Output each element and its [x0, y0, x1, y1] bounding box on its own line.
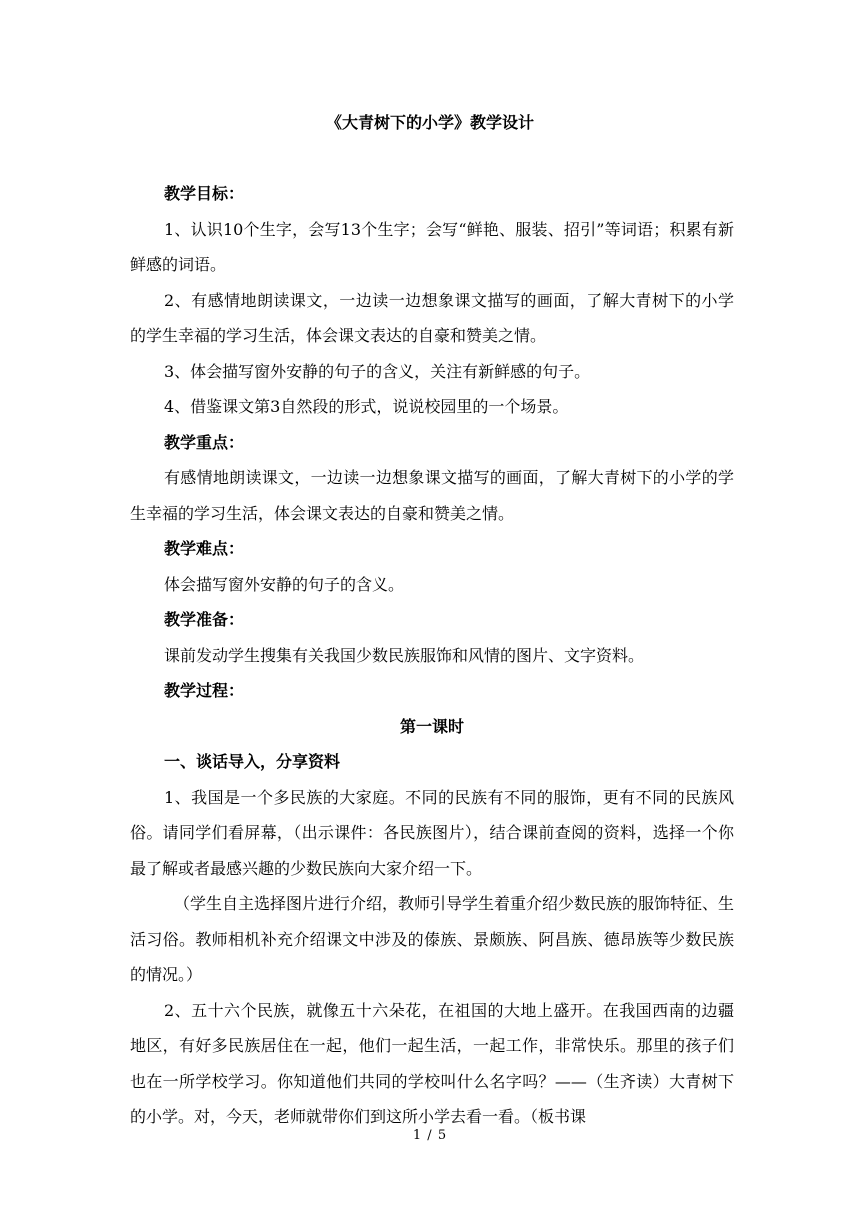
- preparation-heading: 教学准备：: [164, 610, 245, 629]
- difficulty-text: 体会描写窗外安静的句子的含义。: [164, 574, 405, 594]
- process-heading: 教学过程：: [164, 681, 245, 700]
- lesson-heading: 第一课时: [399, 716, 464, 736]
- paragraph-1: 1、我国是一个多民族的大家庭。不同的民族有不同的服饰，更有不同的民族风俗。请同学们看屏幕，（出示课件：各民族图片），结合课前查阅的资料，选择一个你最了解或者最感兴趣的少数民族向大家介绍一下。: [130, 787, 734, 878]
- paragraph-note: （学生自主选择图片进行介绍，教师引导学生着重介绍少数民族的服饰特征、生活习俗。教师相机补充介绍课文中涉及的傣族、景颇族、阿昌族、德昂族等少数民族的情况。）: [130, 894, 735, 984]
- document-body: [130, 176, 734, 1135]
- paragraph-2: 2、五十六个民族，就像五十六朵花，在祖国的大地上盛开。在我国西南的边疆地区，有好多民族居住在一起，他们一起生活，一起工作，非常快乐。那里的孩子们也在一所学校学习。你知道他们共同的学校叫什么名字吗？——（生齐读）大青树下的小学。对，今天，老师就带你们到这所小学去看一看。（板书课: [130, 1000, 734, 1126]
- key-points-text: 有感情地朗读课文，一边读一边想象课文描写的画面，了解大青树下的小学的学生幸福的学习生活，体会课文表达的自豪和赞美之情。: [130, 468, 734, 523]
- objective-2: 2、有感情地朗读课文，一边读一边想象课文描写的画面，了解大青树下的小学的学生幸福的学习生活，体会课文表达的自豪和赞美之情。: [130, 290, 734, 345]
- preparation-text: 课前发动学生搜集有关我国少数民族服饰和风情的图片、文字资料。: [164, 645, 645, 665]
- difficulty-heading: 教学难点：: [164, 539, 245, 558]
- document-title: 《大青树下的小学》教学设计: [325, 113, 534, 132]
- objective-3: 3、体会描写窗外安静的句子的含义，关注有新鲜感的句子。: [164, 361, 591, 381]
- section-1-heading: 一、谈话导入，分享资料: [164, 752, 341, 771]
- key-points-heading: 教学重点：: [164, 432, 245, 452]
- objective-1: 1、认识10个生字，会写13个生字；会写“鲜艳、服装、招引”等词语；积累有新鲜感的词语。: [130, 219, 734, 274]
- objectives-heading: 教学目标：: [164, 184, 245, 203]
- page-indicator: 1 / 5: [412, 1128, 448, 1143]
- objective-4: 4、借鉴课文第3自然段的形式，说说校园里的一个场景。: [164, 397, 569, 416]
